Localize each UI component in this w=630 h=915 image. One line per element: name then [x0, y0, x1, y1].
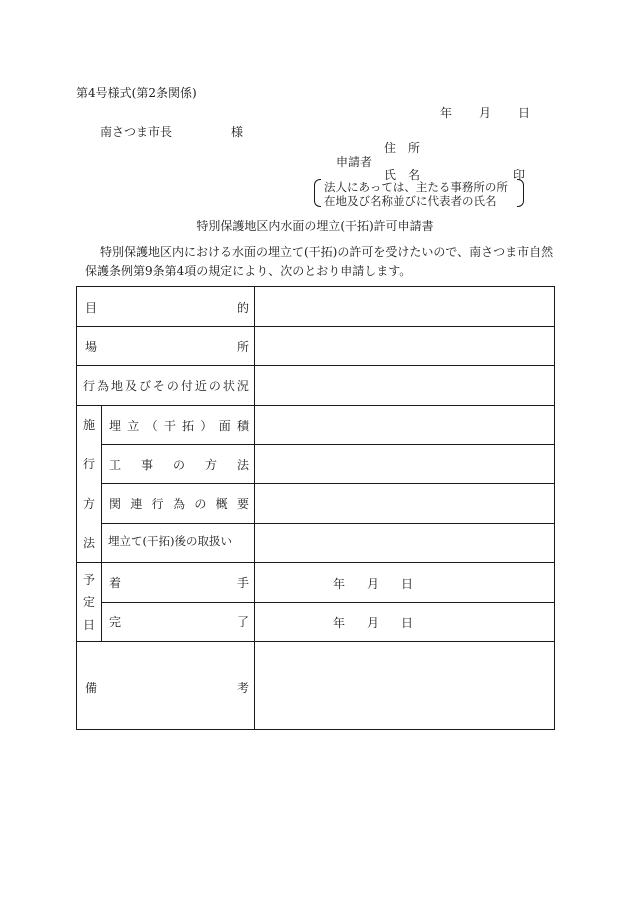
addressee-name: 南さつま市長 [100, 125, 173, 139]
location-value[interactable] [255, 326, 554, 365]
date-year: 年 [440, 106, 453, 120]
finish-label: 完 了 [109, 614, 249, 629]
date-day: 日 [517, 106, 530, 120]
corporation-note-line-1: 法人にあっては、主たる事務所の所 [324, 180, 508, 194]
right-bracket [517, 179, 524, 207]
name-label: 氏 名 [384, 168, 421, 182]
post-reclamation-label: 埋立て(干拓)後の取扱い [108, 534, 232, 548]
purpose-label: 目 的 [85, 300, 249, 315]
construction-method-label: 工 事 の 方 法 [109, 457, 249, 472]
start-date[interactable]: 年 月 日 [333, 577, 413, 591]
date-month: 月 [478, 106, 491, 120]
purpose-value[interactable] [255, 287, 554, 326]
applicant-label: 申請者 [336, 155, 373, 169]
method-group-label: 施 行 方 法 [82, 418, 95, 550]
left-bracket [314, 179, 321, 207]
body-text-line-1: 特別保護地区内における水面の埋立て(干拓)の許可を受けたいので、南さつま市自然 [100, 245, 554, 259]
area-label: 埋 立 （ 干 拓 ） 面 積 [109, 418, 249, 433]
site-status-value[interactable] [255, 365, 554, 405]
remarks-value[interactable] [255, 641, 554, 729]
row-line [101, 602, 554, 603]
schedule-group-label: 予 定 日 [82, 572, 95, 633]
corporation-note [314, 179, 524, 207]
finish-date[interactable]: 年 月 日 [333, 616, 413, 630]
related-activity-label: 関 連 行 為 の 概 要 [109, 496, 249, 511]
application-date [440, 104, 530, 121]
honorific: 様 [231, 125, 244, 139]
seal-mark: 印 [513, 168, 526, 182]
construction-method-value[interactable] [255, 444, 554, 483]
related-activity-value[interactable] [255, 483, 554, 523]
remarks-label: 備 考 [85, 680, 249, 695]
location-label: 場 所 [85, 339, 249, 354]
site-status-label: 行 為 地 及 び そ の 付 近 の 状 況 [83, 378, 249, 393]
form-number: 第4号様式(第2条関係) [76, 86, 197, 100]
post-reclamation-value[interactable] [255, 523, 554, 562]
row-line [77, 562, 554, 563]
start-label: 着 手 [109, 575, 249, 590]
document-title: 特別保護地区内水面の埋立(干拓)許可申請書 [196, 219, 434, 233]
application-table [76, 286, 555, 730]
address-label: 住 所 [384, 141, 421, 155]
addressee [100, 123, 244, 140]
body-text-line-2: 保護条例第9条第4項の規定により、次のとおり申請します。 [85, 264, 412, 278]
corporation-note-line-2: 在地及び名称並びに代表者の氏名 [324, 194, 497, 208]
area-value[interactable] [255, 405, 554, 444]
